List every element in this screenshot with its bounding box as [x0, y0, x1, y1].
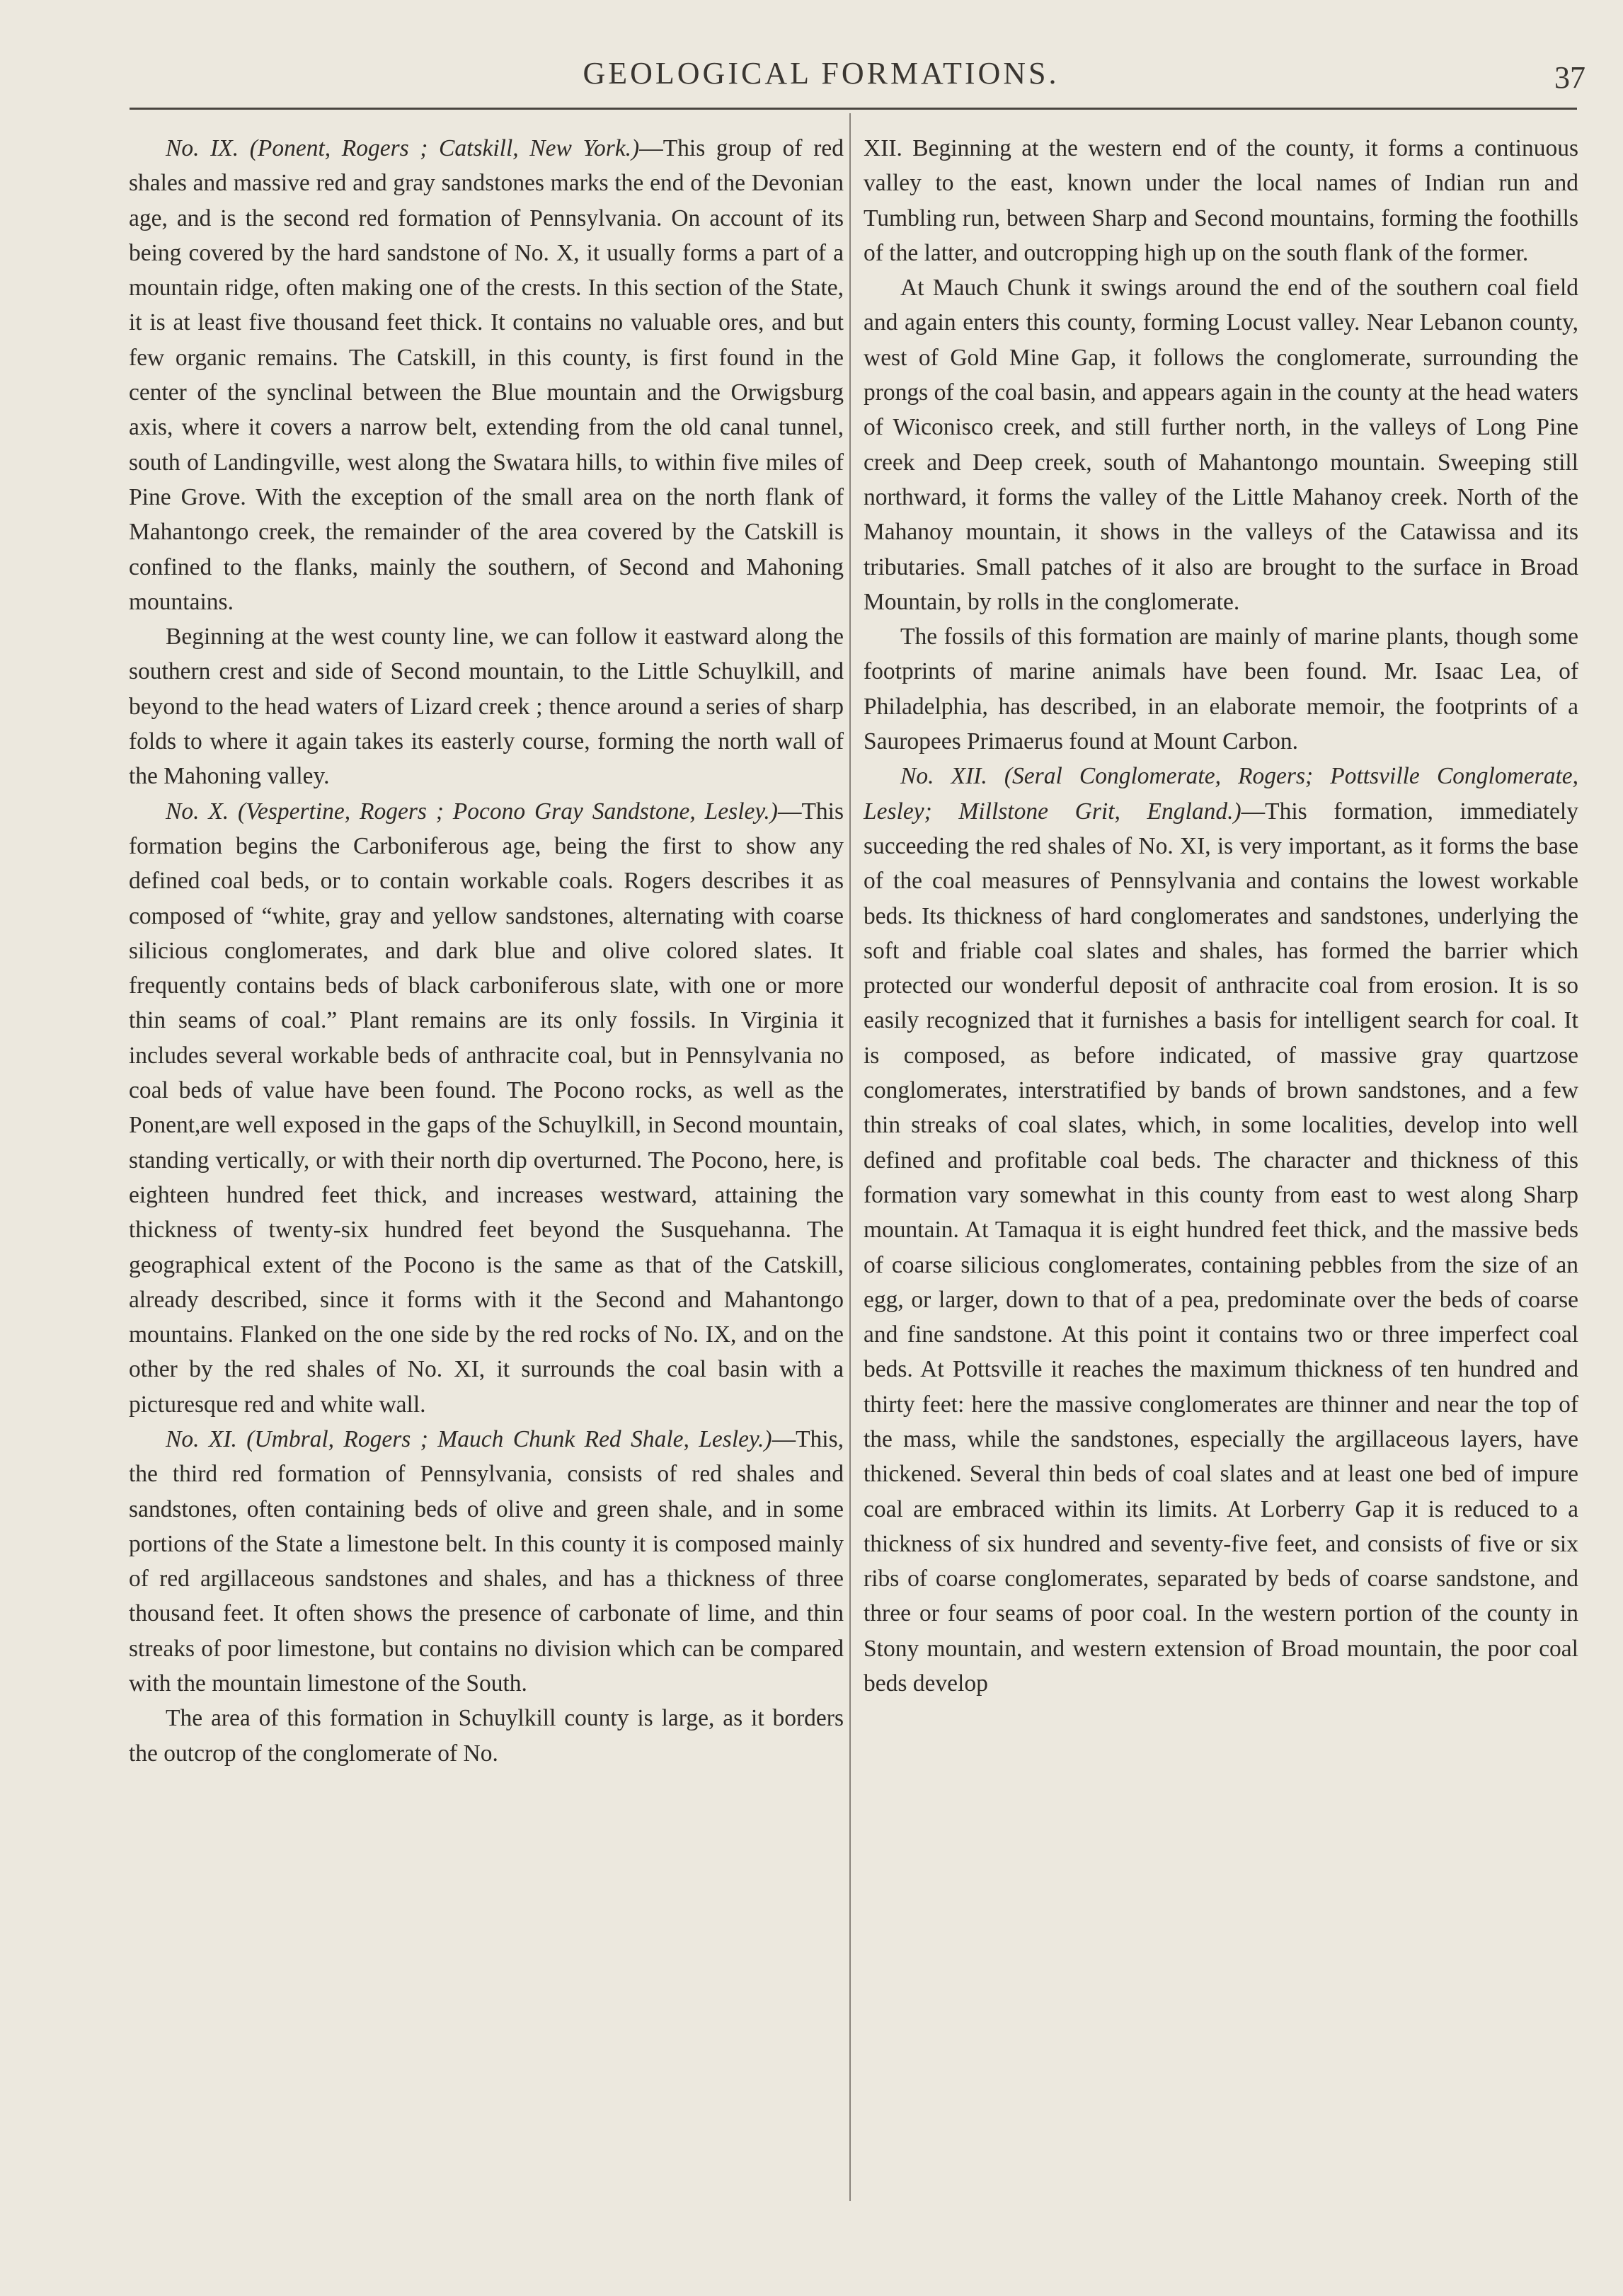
paragraph-area-schuylkill: [129, 1701, 844, 1771]
page-header: [127, 50, 1585, 106]
paragraph-continued: [864, 131, 1578, 270]
paragraph-no-x: [129, 794, 844, 1422]
paragraph-text: —This formation, immediately succeeding the red shales of No. XI, is very important, as it forms the base of the coal measures of Pennsylvania and contains the lowest workable beds. Its thickness of hard conglomerates and sandstones, underlying the soft and friable coal slates and shales, has formed the barrier which protected our wonderful deposit of anthracite coal from erosion. It is so easily recognized that it furnishes a basis for intelligent search for coal. It is composed, as before indicated, of massive gray quartzose conglomerates, interstratified by bands of brown sandstones, and a few thin streaks of coal slates, which, in some localities, develop into well defined and profitable coal beds. The character and thickness of this formation vary somewhat in this county from east to west along Sharp mountain. At Tamaqua it is eight hundred feet thick, and the massive beds of coarse silicious conglomerates, containing pebbles from the size of an egg, or larger, down to that of a pea, predominate over the beds of coarse and fine sandstone. At this point it contains two or three imperfect coal beds. At Pottsville it reaches the maximum thickness of ten hundred and thirty feet: here the massive conglomerates are thinner and near the top of the mass, while the sandstones, especially the argillaceous layers, have thickened. Several thin beds of coal slates and at least one bed of impure coal are embraced within its limits. At Lorberry Gap it is reduced to a thickness of six hundred and seventy-five feet, and consists of five or six ribs of coarse conglomerates, separated by beds of coarse sandstone, and three or four seams of poor coal. In the western portion of the county in Stony mountain, and western extension of Broad mountain, the poor coal beds develop: [864, 798, 1578, 1697]
section-heading: No. IX. (Ponent, Rogers ; Catskill, New York.): [166, 135, 640, 161]
paragraph-mauch-chunk: [864, 270, 1578, 619]
paragraph-no-xi: [129, 1422, 844, 1701]
right-column: [864, 131, 1578, 1701]
paragraph-text: The area of this formation in Schuylkill county is large, as it borders the outcrop of the conglomerate of No.: [129, 1705, 844, 1767]
running-title: GEOLOGICAL FORMATIONS.: [583, 56, 1060, 91]
paragraph-text: —This formation begins the Carboniferous age, being the first to show any defined coal beds, or to contain workable coals. Rogers describes it as composed of “white, gray and yellow sandstones, alternating with coarse silicious conglomerates, and dark blue and olive colored slates. It frequently contains beds of black carboniferous slate, with one or more thin seams of coal.” Plant remains are its only fossils. In Virginia it includes several workable beds of anthracite coal, but in Pennsylvania no coal beds of value have been found. The Pocono rocks, as well as the Ponent,are well exposed in the gaps of the Schuylkill, in Second mountain, standing vertically, or with their north dip overturned. The Pocono, here, is eighteen hundred feet thick, and increases westward, attaining the thickness of twenty-six hundred feet beyond the Susquehanna. The geographical extent of the Pocono is the same as that of the Catskill, already described, since it forms with it the Second and Mahantongo mountains. Flanked on the one side by the red rocks of No. IX, and on the other by the red shales of No. XI, it surrounds the coal basin with a picturesque red and white wall.: [129, 798, 844, 1418]
paragraph-fossils: [864, 619, 1578, 759]
paragraph-text: —This group of red shales and massive red and gray sandstones marks the end of the Devonian age, and is the second red formation of Pennsylvania. On account of its being covered by the hard sandstone of No. X, it usually forms a part of a mountain ridge, often making one of the crests. In this section of the State, it is at least five thousand feet thick. It contains no valuable ores, and but few organic remains. The Catskill, in this county, is first found in the center of the synclinal between the Blue mountain and the Orwigsburg axis, where it covers a narrow belt, extending from the old canal tunnel, south of Landingville, west along the Swatara hills, to within five miles of Pine Grove. With the exception of the small area on the north flank of Mahantongo creek, the remainder of the area covered by the Catskill is confined to the flanks, mainly the southern, of Second and Mahoning mountains.: [129, 135, 844, 615]
paragraph-text: The fossils of this formation are mainly of marine plants, though some footprints of marine animals have been found. Mr. Isaac Lea, of Philadelphia, has described, in an elaborate memoir, the footprints of a Sauropees Primaerus found at Mount Carbon.: [864, 624, 1578, 755]
left-column: [129, 131, 844, 1771]
paragraph-text: —This, the third red formation of Pennsylvania, consists of red shales and sandstones, often containing beds of olive and green shale, and in some portions of the State a limestone belt. In this county it is composed mainly of red argillaceous sandstones and shales, and has a thickness of three thousand feet. It often shows the presence of carbonate of lime, and thin streaks of poor limestone, but contains no division which can be compared with the mountain limestone of the South.: [129, 1425, 844, 1697]
paragraph-text: At Mauch Chunk it swings around the end of the southern coal field and again enters this county, forming Locust valley. Near Lebanon county, west of Gold Mine Gap, it follows the conglomerate, surrounding the prongs of the coal basin, and appears again in the county at the head waters of Wiconisco creek, and still further north, in the valleys of Long Pine creek and Deep creek, south of Mahantongo mountain. Sweeping still northward, it forms the valley of the Little Mahanoy creek. North of the Mahanoy mountain, it shows in the valleys of the Catawissa and its tributaries. Small patches of it also are brought to the surface in Broad Mountain, by rolls in the conglomerate.: [864, 275, 1578, 615]
paragraph-text: XII. Beginning at the western end of the county, it forms a continuous valley to the east, known under the local names of Indian run and Tumbling run, between Sharp and Second mountains, forming the foothills of the latter, and outcropping high up on the south flank of the former.: [864, 135, 1578, 266]
paragraph-no-ix: [129, 131, 844, 619]
section-heading: No. X. (Vespertine, Rogers ; Pocono Gray Sandstone, Lesley.): [166, 798, 778, 825]
paragraph-catskill-extent: [129, 619, 844, 793]
header-rule: [130, 108, 1577, 110]
column-divider: [849, 113, 851, 2201]
section-heading: No. XI. (Umbral, Rogers ; Mauch Chunk Red Shale, Lesley.): [166, 1425, 772, 1452]
paragraph-text: Beginning at the west county line, we can follow it eastward along the southern crest and side of Second mountain, to the Little Schuylkill, and beyond to the head waters of Lizard creek ; thence around a series of sharp folds to where it again takes its easterly course, forming the north wall of the Mahoning valley.: [129, 624, 844, 790]
section-heading: No. XII. (Seral Conglomerate, Rogers; Pottsville Conglomerate, Lesley; Millstone Grit, England.): [864, 763, 1578, 825]
paragraph-no-xii: [864, 759, 1578, 1701]
page-number: 37: [1554, 60, 1585, 95]
